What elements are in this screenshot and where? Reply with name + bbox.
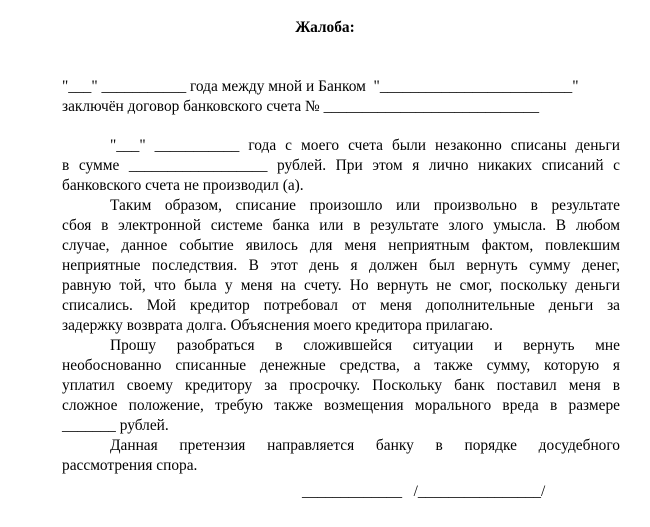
paragraph-line: случае, данное событие явилось для меня неприятным фактом, повлекшим	[62, 237, 620, 254]
paragraph-line: задержку возврата долга. Объяснения моего кредитора прилагаю.	[62, 317, 493, 334]
paragraph-line: сбоя в электронной системе банка или в результате злого умысла. В любом	[62, 217, 620, 234]
paragraph-line: _______ рублей.	[62, 417, 169, 434]
contract-account-line: заключён договор банковского счета № ____________________________	[62, 98, 540, 115]
paragraph-line: равную той, что была у меня на счету. Но вернуть не смог, поскольку деньги	[62, 277, 620, 294]
paragraph-line: "___" ___________ года с моего счета были незаконно списаны деньги	[110, 137, 620, 154]
paragraph-line: необоснованно списанные денежные средства, а также сумму, которую я	[62, 357, 620, 374]
paragraph-line: Данная претензия направляется банку в порядке досудебного	[110, 437, 620, 454]
contract-date-line: "___" ___________ года между мной и Банком "_________________________"	[62, 78, 579, 95]
paragraph-line: Прошу разобраться в сложившейся ситуации и вернуть мне	[110, 337, 620, 354]
paragraph-line: сложное положение, требую также возмещения морального вреда в размере	[62, 397, 620, 414]
paragraph-line: банковского счета не производил (а).	[62, 177, 304, 194]
paragraph-line: в сумме __________________ рублей. При этом я лично никаких списаний с	[62, 157, 620, 174]
paragraph-line: уплатил своему кредитору за просрочку. Поскольку банк поставил меня в	[62, 377, 620, 394]
paragraph-line: списались. Мой кредитор потребовал от меня дополнительные деньги за	[62, 297, 620, 314]
signature-line: _____________ /________________/	[302, 483, 546, 500]
paragraph-line: Таким образом, списание произошло или произвольно в результате	[110, 197, 620, 214]
document-title: Жалоба:	[295, 19, 355, 36]
paragraph-line: неприятные последствия. В этот день я должен был вернуть сумму денег,	[62, 257, 620, 274]
paragraph-line: рассмотрения спора.	[62, 457, 198, 474]
